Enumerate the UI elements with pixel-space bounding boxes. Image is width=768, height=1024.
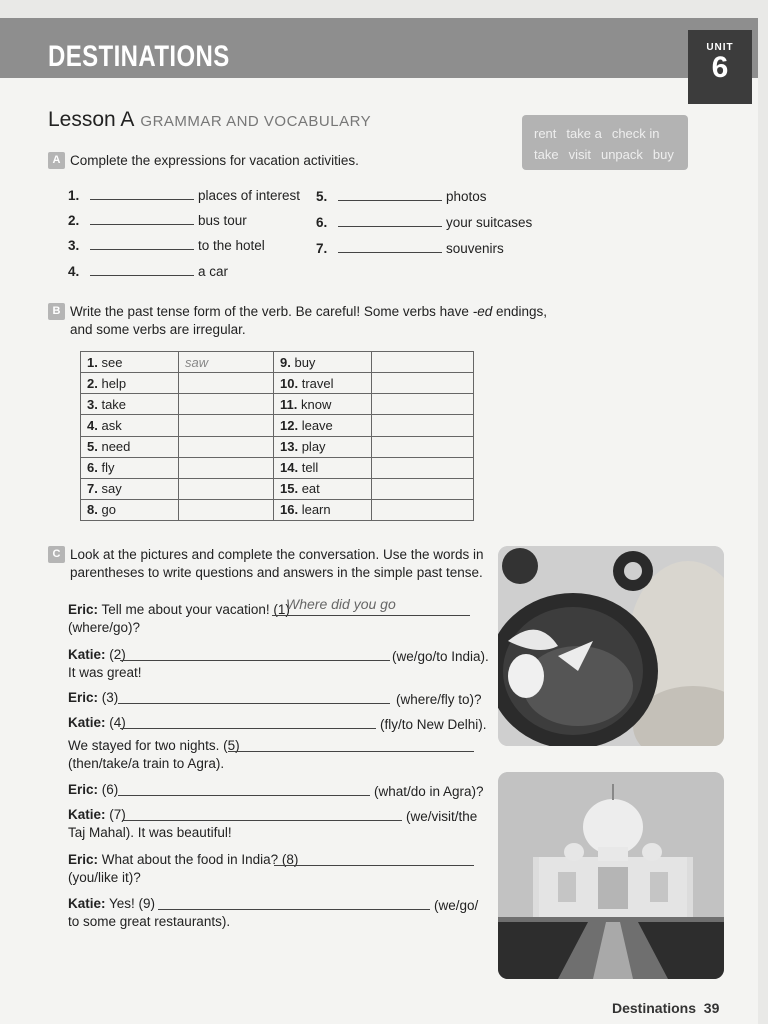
- table-row: 7. say 15. eat: [81, 478, 474, 499]
- unit-badge: [688, 30, 752, 104]
- answer-cell[interactable]: [372, 478, 474, 499]
- answer-cell[interactable]: [372, 373, 474, 394]
- answer-line-9[interactable]: [158, 909, 430, 910]
- dialogue-line-3: Eric: (3): [68, 690, 119, 705]
- answer-cell[interactable]: [372, 499, 474, 520]
- unit-number: 6: [711, 51, 729, 84]
- answer-blank[interactable]: [338, 189, 442, 201]
- answer-line-4[interactable]: [120, 728, 376, 729]
- answer-line-2[interactable]: [120, 660, 390, 661]
- taj-mahal-illustration: [498, 772, 724, 979]
- answer-cell[interactable]: [179, 394, 274, 415]
- cue-1: (where/go)?: [68, 620, 141, 635]
- answer-line-1[interactable]: [272, 615, 470, 616]
- answer-cell[interactable]: [372, 436, 474, 457]
- answer-blank[interactable]: [338, 215, 442, 227]
- food-photo: [498, 546, 724, 746]
- handwritten-answer-1: Where did you go: [286, 596, 396, 612]
- answer-line-7[interactable]: [122, 820, 402, 821]
- exercise-a-4: 4. a car: [68, 264, 229, 279]
- answer-cell[interactable]: [179, 499, 274, 520]
- exercise-a-2: 2. bus tour: [68, 213, 247, 228]
- word-buy: buy: [652, 147, 674, 162]
- word-unpack: unpack: [600, 147, 643, 162]
- dialogue-line-7: Katie: (7): [68, 807, 126, 822]
- table-row: 4. ask 12. leave: [81, 415, 474, 436]
- cue-6: (what/do in Agra)?: [374, 784, 484, 799]
- dialogue-line-1: Eric: Tell me about your vacation! (1): [68, 602, 290, 617]
- dialogue-line-9: Katie: Yes! (9): [68, 896, 156, 911]
- exercise-a-6: 6. your suitcases: [316, 215, 533, 230]
- answer-cell[interactable]: [372, 352, 474, 373]
- answer-blank[interactable]: [90, 213, 194, 225]
- section-b-badge: B: [48, 303, 65, 320]
- answer-cell[interactable]: [179, 436, 274, 457]
- exercise-a-7: 7. souvenirs: [316, 241, 504, 256]
- verb-table: [80, 351, 474, 521]
- section-a-badge: A: [48, 152, 65, 169]
- cue-9: (we/go/: [434, 898, 479, 913]
- table-row: 3. take 11. know: [81, 394, 474, 415]
- answer-blank[interactable]: [338, 241, 442, 253]
- dialogue-line-5: We stayed for two nights. (5): [68, 738, 240, 753]
- dialogue-line-6: Eric: (6): [68, 782, 119, 797]
- answer-blank[interactable]: [90, 238, 194, 250]
- exercise-a-3: 3. to the hotel: [68, 238, 265, 253]
- dialogue-line-8: Eric: What about the food in India? (8): [68, 852, 299, 867]
- section-c-badge: C: [48, 546, 65, 563]
- word-rent: rent: [534, 126, 557, 141]
- answer-cell[interactable]: [372, 394, 474, 415]
- answer-blank[interactable]: [90, 264, 194, 276]
- lesson-title: Lesson A: [48, 108, 135, 131]
- lesson-heading: [48, 108, 371, 132]
- answer-line-5[interactable]: [228, 751, 474, 752]
- lesson-subtitle: GRAMMAR AND VOCABULARY: [140, 113, 372, 130]
- word-take-a: take a: [566, 126, 602, 141]
- unit-label: UNIT: [706, 42, 734, 53]
- answer-cell[interactable]: [179, 478, 274, 499]
- answer-line-3[interactable]: [118, 703, 390, 704]
- table-row: 1. see saw 9. buy: [81, 352, 474, 373]
- word-bank-row-1: [534, 123, 676, 144]
- answer-line-8[interactable]: [274, 865, 474, 866]
- dialogue-line-2: Katie: (2): [68, 647, 126, 662]
- cue-7: (we/visit/the: [406, 809, 478, 824]
- section-c-instruction: Look at the pictures and complete the conversation. Use the words in parentheses to write questions and answers in the simple past tense.: [70, 547, 484, 580]
- table-row: 8. go 16. learn: [81, 499, 474, 520]
- dialogue-line-7b: Taj Mahal). It was beautiful!: [68, 825, 232, 840]
- dialogue-line-9b: to some great restaurants).: [68, 914, 231, 929]
- answer-cell[interactable]: [179, 457, 274, 478]
- cue-2: (we/go/to India).: [392, 649, 489, 664]
- answer-cell[interactable]: [179, 415, 274, 436]
- cue-4: (fly/to New Delhi).: [380, 717, 487, 732]
- footer-section: Destinations: [612, 1000, 697, 1016]
- word-visit: visit: [568, 147, 591, 162]
- word-check-in: check in: [611, 126, 660, 141]
- table-row: 2. help 10. travel: [81, 373, 474, 394]
- dialogue-line-4: Katie: (4): [68, 715, 126, 730]
- cue-8: (you/like it)?: [68, 870, 141, 885]
- section-b-instruction: Write the past tense form of the verb. Be careful! Some verbs have -ed endings, and some verbs are irregular.: [70, 304, 548, 337]
- page-number: 39: [703, 1000, 720, 1016]
- word-bank-row-2: [534, 144, 676, 165]
- table-row: 6. fly 14. tell: [81, 457, 474, 478]
- answer-blank[interactable]: [90, 188, 194, 200]
- header-bar: [0, 18, 758, 78]
- table-row: 5. need 13. play: [81, 436, 474, 457]
- answer-cell[interactable]: [179, 373, 274, 394]
- word-bank: [522, 115, 688, 170]
- food-photo-illustration: [498, 546, 724, 746]
- section-a-instruction: Complete the expressions for vacation activities.: [70, 153, 359, 168]
- answer-cell[interactable]: saw: [179, 352, 274, 373]
- cue-3: (where/fly to)?: [396, 692, 482, 707]
- exercise-a-5: 5. photos: [316, 189, 487, 204]
- word-take: take: [534, 147, 559, 162]
- dialogue-line-2b: It was great!: [68, 665, 142, 680]
- page-footer: [612, 1000, 719, 1016]
- taj-mahal-photo: [498, 772, 724, 979]
- answer-cell[interactable]: [372, 457, 474, 478]
- cue-5: (then/take/a train to Agra).: [68, 756, 225, 771]
- answer-line-6[interactable]: [118, 795, 370, 796]
- exercise-a-1: 1. places of interest: [68, 188, 301, 203]
- answer-cell[interactable]: [372, 415, 474, 436]
- page-title: DESTINATIONS: [48, 40, 230, 73]
